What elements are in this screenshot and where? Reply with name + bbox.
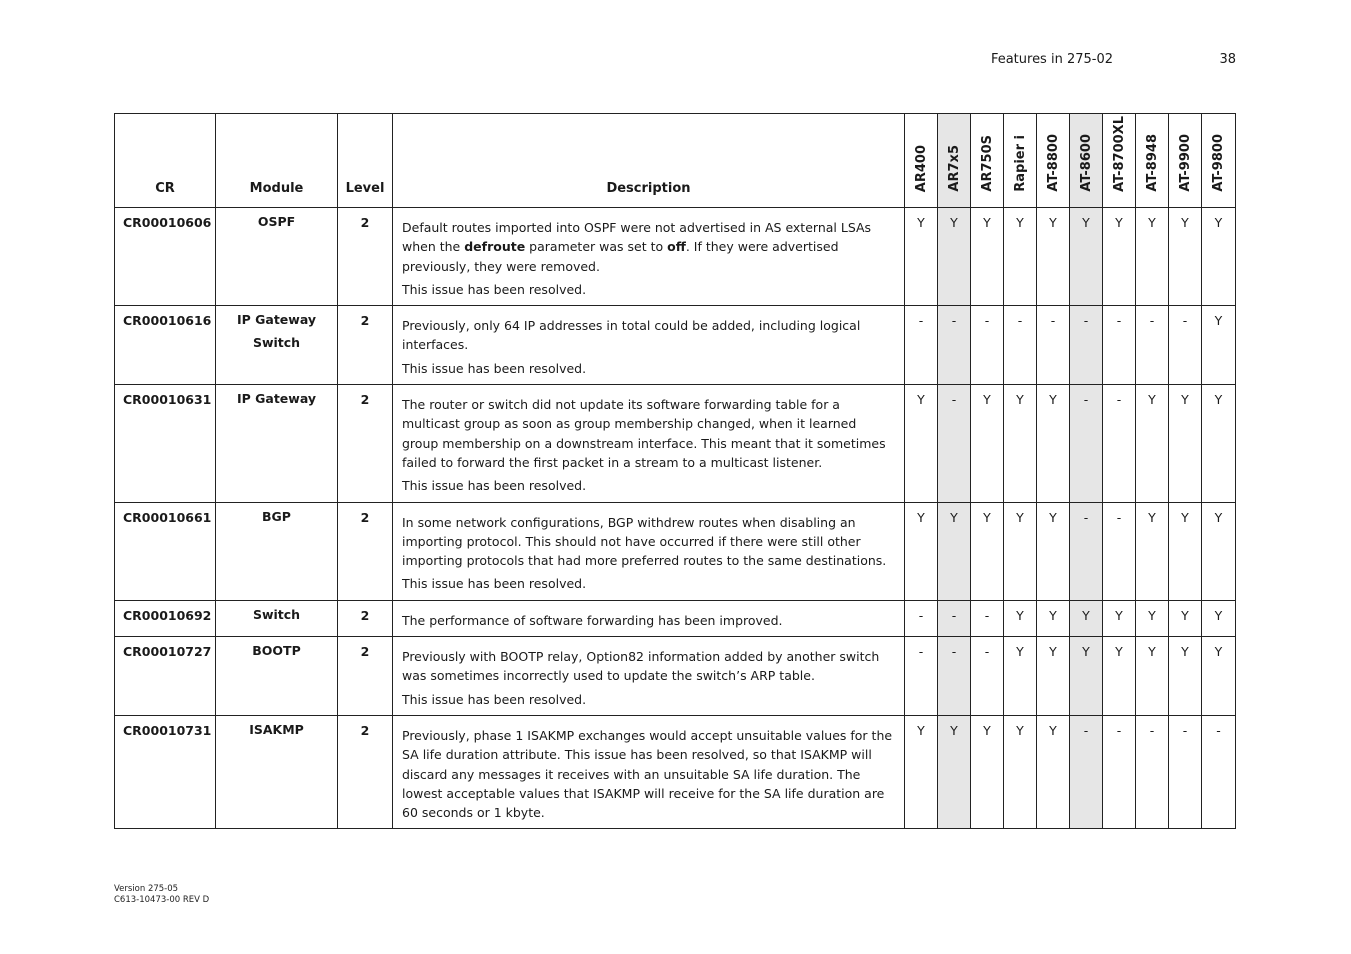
support-flag: Y — [1037, 600, 1070, 636]
support-flag: - — [1136, 306, 1169, 385]
support-flag: Y — [1169, 600, 1202, 636]
support-flag: Y — [938, 502, 971, 600]
description-cell — [393, 502, 905, 600]
col-header-product — [1004, 114, 1037, 208]
level-value: 2 — [338, 600, 393, 636]
table-header-row — [115, 114, 1236, 208]
support-flag: Y — [938, 208, 971, 306]
support-flag: Y — [971, 715, 1004, 828]
support-flag: - — [938, 637, 971, 716]
parameter-keyword: defroute — [464, 239, 526, 255]
description-text: This issue has been resolved. — [402, 691, 587, 707]
support-flag: Y — [1202, 502, 1236, 600]
description-paragraph — [402, 476, 894, 495]
support-flag: Y — [1070, 637, 1103, 716]
product-name: AT-8700XL — [1111, 116, 1127, 192]
module-name: Switch — [252, 335, 301, 351]
support-flag: - — [905, 637, 938, 716]
product-name: AT-8948 — [1144, 134, 1160, 192]
col-header-product — [1136, 114, 1169, 208]
support-flag: - — [1169, 306, 1202, 385]
support-flag: Y — [938, 715, 971, 828]
support-flag: - — [1103, 502, 1136, 600]
support-flag: Y — [971, 385, 1004, 502]
support-flag: - — [1169, 715, 1202, 828]
module-name: Switch — [252, 606, 301, 622]
product-name: AT-8800 — [1045, 134, 1061, 192]
level-value: 2 — [338, 637, 393, 716]
description-text: parameter was set to — [525, 239, 668, 255]
description-text: This issue has been resolved. — [402, 360, 587, 376]
support-flag: Y — [1136, 600, 1169, 636]
support-flag: - — [938, 306, 971, 385]
col-header-product — [938, 114, 971, 208]
support-flag: Y — [905, 502, 938, 600]
support-flag: - — [1070, 306, 1103, 385]
support-flag: - — [1103, 385, 1136, 502]
product-name: Rapier i — [1012, 135, 1028, 192]
description-paragraph — [402, 574, 894, 593]
level-value: 2 — [338, 502, 393, 600]
support-flag: - — [1103, 715, 1136, 828]
description-paragraph — [402, 726, 894, 822]
description-cell — [393, 306, 905, 385]
cr-number: CR00010727 — [115, 637, 216, 716]
support-flag: - — [905, 306, 938, 385]
support-flag: Y — [1070, 208, 1103, 306]
support-flag: - — [1037, 306, 1070, 385]
description-paragraph — [402, 513, 894, 571]
support-flag: - — [1202, 715, 1236, 828]
description-text: In some network configurations, BGP withdrew routes when disabling an importing protocol. This should not have occurred if there were still other importing protocols that had more preferred routes to the same destinations. — [402, 514, 887, 569]
support-flag: Y — [1037, 502, 1070, 600]
table-body — [115, 208, 1236, 829]
description-text: The performance of software forwarding has been improved. — [402, 612, 783, 628]
support-flag: - — [1070, 715, 1103, 828]
module-name: IP Gateway — [236, 312, 317, 328]
product-name: AT-9900 — [1177, 134, 1193, 192]
cr-number: CR00010661 — [115, 502, 216, 600]
support-flag: Y — [1037, 385, 1070, 502]
level-value: 2 — [338, 715, 393, 828]
description-paragraph — [402, 647, 894, 686]
support-flag: Y — [905, 715, 938, 828]
support-flag: Y — [1169, 502, 1202, 600]
support-flag: Y — [971, 208, 1004, 306]
description-paragraph — [402, 280, 894, 299]
description-cell — [393, 600, 905, 636]
product-name: AR7x5 — [946, 145, 962, 192]
support-flag: Y — [1202, 600, 1236, 636]
module-cell — [216, 715, 338, 828]
description-text: This issue has been resolved. — [402, 281, 587, 297]
support-flag: Y — [1202, 385, 1236, 502]
page-footer — [114, 884, 209, 906]
support-flag: Y — [1202, 306, 1236, 385]
support-flag: Y — [1169, 385, 1202, 502]
support-flag: Y — [1070, 600, 1103, 636]
description-text: This issue has been resolved. — [402, 478, 587, 494]
header-section-title: Features in 275-02 — [990, 52, 1113, 67]
description-text: The router or switch did not update its software forwarding table for a multicast group as soon as group membership changed, when it learned group membership on a downstream interface. This meant that it sometimes failed to forward the first packet in a stream to a multicast listener. — [402, 397, 886, 470]
col-header-product — [1037, 114, 1070, 208]
support-flag: Y — [905, 385, 938, 502]
table-row — [115, 715, 1236, 828]
description-paragraph — [402, 395, 894, 472]
support-flag: - — [938, 600, 971, 636]
description-text: This issue has been resolved. — [402, 576, 587, 592]
support-flag: Y — [1136, 502, 1169, 600]
module-cell — [216, 502, 338, 600]
description-paragraph — [402, 690, 894, 709]
product-name: AR750S — [979, 135, 995, 192]
table-row — [115, 502, 1236, 600]
support-flag: - — [1004, 306, 1037, 385]
col-header-level: Level — [338, 114, 393, 208]
description-cell — [393, 637, 905, 716]
support-flag: Y — [1103, 208, 1136, 306]
support-flag: - — [971, 306, 1004, 385]
support-flag: - — [1070, 502, 1103, 600]
description-paragraph — [402, 218, 894, 276]
module-name: IP Gateway — [236, 391, 317, 407]
table-row — [115, 600, 1236, 636]
support-flag: - — [971, 637, 1004, 716]
support-flag: Y — [1004, 502, 1037, 600]
module-name: OSPF — [257, 214, 296, 229]
support-flag: Y — [1037, 715, 1070, 828]
description-paragraph — [402, 611, 894, 630]
description-text: Default routes imported into OSPF were not advertised in AS external LSAs when the — [402, 220, 872, 255]
description-cell — [393, 715, 905, 828]
level-value: 2 — [338, 208, 393, 306]
support-flag: Y — [1136, 385, 1169, 502]
description-text: Previously with BOOTP relay, Option82 information added by another switch was sometimes incorrectly used to update the switch’s ARP table. — [402, 649, 880, 684]
module-cell — [216, 208, 338, 306]
support-flag: Y — [1004, 715, 1037, 828]
module-name: ISAKMP — [249, 721, 304, 737]
module-cell — [216, 637, 338, 716]
support-flag: Y — [1169, 208, 1202, 306]
cr-number: CR00010692 — [115, 600, 216, 636]
footer-version: Version 275-05 — [114, 884, 179, 894]
support-flag: - — [971, 600, 1004, 636]
product-name: AR400 — [913, 144, 929, 192]
module-cell — [216, 600, 338, 636]
cr-number: CR00010731 — [115, 715, 216, 828]
support-flag: Y — [1136, 637, 1169, 716]
footer-doc-id: C613-10473-00 REV D — [114, 895, 210, 905]
support-flag: Y — [1004, 600, 1037, 636]
product-name: AT-8600 — [1078, 134, 1094, 192]
col-header-module: Module — [216, 114, 338, 208]
description-text: . If they were advertised previously, they were removed. — [402, 239, 839, 274]
col-header-product — [1070, 114, 1103, 208]
module-cell — [216, 306, 338, 385]
level-value: 2 — [338, 306, 393, 385]
col-header-product — [1202, 114, 1236, 208]
col-header-product — [905, 114, 938, 208]
module-name: BOOTP — [252, 643, 301, 659]
support-flag: Y — [1004, 637, 1037, 716]
support-flag: Y — [1103, 637, 1136, 716]
support-flag: Y — [1004, 208, 1037, 306]
support-flag: Y — [971, 502, 1004, 600]
table-row — [115, 637, 1236, 716]
support-flag: Y — [1037, 208, 1070, 306]
module-name: BGP — [262, 508, 291, 524]
support-flag: Y — [1103, 600, 1136, 636]
level-value: 2 — [338, 385, 393, 502]
header-page-number: 38 — [1219, 52, 1236, 67]
description-text: Previously, phase 1 ISAKMP exchanges would accept unsuitable values for the SA life duration attribute. This issue has been resolved, so that ISAKMP will discard any messages it receives with an unsuitable SA life duration. The lowest acceptable values that ISAKMP will receive for the SA life duration are 60 seconds or 1 kbyte. — [402, 727, 893, 821]
product-name: AT-9800 — [1211, 134, 1226, 192]
col-header-product — [1103, 114, 1136, 208]
resolved-issues-table — [114, 113, 1236, 829]
support-flag: Y — [1037, 637, 1070, 716]
col-header-product — [1169, 114, 1202, 208]
support-flag: Y — [1136, 208, 1169, 306]
support-flag: Y — [1004, 385, 1037, 502]
col-header-cr: CR — [115, 114, 216, 208]
description-paragraph — [402, 359, 894, 378]
description-cell — [393, 208, 905, 306]
support-flag: Y — [1202, 637, 1236, 716]
cr-number: CR00010606 — [115, 208, 216, 306]
support-flag: Y — [1202, 208, 1236, 306]
support-flag: Y — [905, 208, 938, 306]
table-row — [115, 385, 1236, 502]
support-flag: - — [1070, 385, 1103, 502]
table-row — [115, 306, 1236, 385]
support-flag: - — [905, 600, 938, 636]
description-text: Previously, only 64 IP addresses in total could be added, including logical interfaces. — [402, 318, 861, 353]
module-cell — [216, 385, 338, 502]
description-paragraph — [402, 316, 894, 355]
table-row — [115, 208, 1236, 306]
col-header-product — [971, 114, 1004, 208]
col-header-description: Description — [393, 114, 905, 208]
support-flag: - — [1103, 306, 1136, 385]
cr-number: CR00010631 — [115, 385, 216, 502]
support-flag: - — [1136, 715, 1169, 828]
description-cell — [393, 385, 905, 502]
support-flag: - — [938, 385, 971, 502]
parameter-keyword: off — [667, 239, 686, 255]
cr-number: CR00010616 — [115, 306, 216, 385]
support-flag: Y — [1169, 637, 1202, 716]
page-header — [0, 52, 1351, 72]
